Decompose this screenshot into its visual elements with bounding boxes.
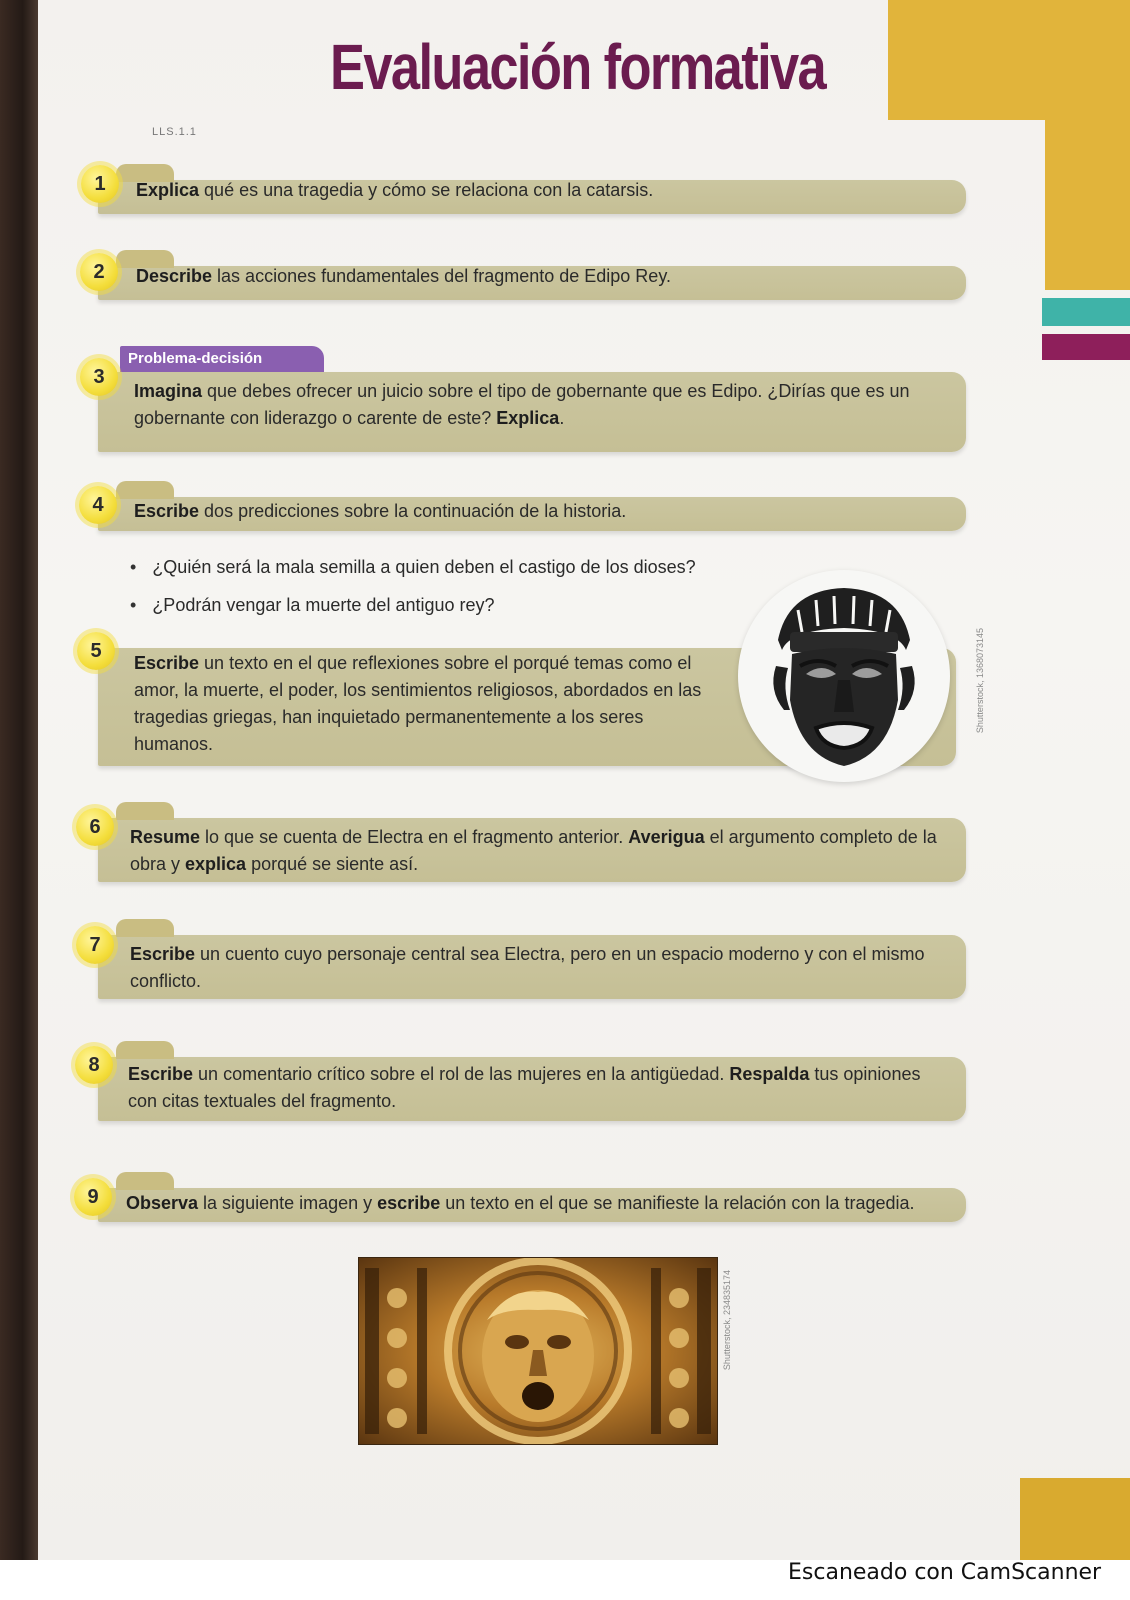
skill-code: LLS.1.1 (152, 126, 197, 138)
problem-decision-label: Problema-decisión (120, 346, 324, 372)
page-corner-decoration (1020, 1478, 1130, 1560)
question-body: qué es una tragedia y cómo se relaciona con la catarsis. (199, 180, 654, 200)
tragedy-mask-icon (738, 570, 950, 782)
question-verb: Escribe (134, 653, 200, 673)
question-number-9: 9 (74, 1178, 112, 1216)
side-decoration-teal (1042, 298, 1130, 326)
question-number-3: 3 (80, 358, 118, 396)
question-body: lo que se cuenta de Electra en el fragmento anterior. (200, 827, 629, 847)
question-body: porqué se siente así. (246, 854, 419, 874)
question-verb: Respalda (729, 1064, 810, 1084)
question-verb: explica (185, 854, 247, 874)
side-decoration-yellow (1045, 115, 1130, 290)
book-binding (0, 0, 38, 1560)
question-verb: Imagina (134, 381, 203, 401)
question-body: tus opiniones con citas textuales del fragmento. (128, 1064, 921, 1111)
question-verb: Averigua (628, 827, 705, 847)
page-title: Evaluación formativa (330, 31, 826, 103)
question-number-8: 8 (75, 1046, 113, 1084)
list-item: • ¿Podrán vengar la muerte del antiguo rey? (130, 586, 696, 624)
question-verb: Observa (126, 1193, 199, 1213)
question-number-7: 7 (76, 926, 114, 964)
side-decoration-magenta (1042, 334, 1130, 360)
question-number-2: 2 (80, 253, 118, 291)
question-verb: Explica (496, 408, 560, 428)
question-verb: Describe (136, 266, 213, 286)
question-number-5: 5 (77, 632, 115, 670)
question-text-2 (136, 263, 936, 290)
question-body: las acciones fundamentales del fragmento de Edipo Rey. (212, 266, 671, 286)
question-body: . (559, 408, 565, 428)
prediction-list (130, 548, 696, 624)
question-text-7 (130, 941, 950, 995)
corner-decoration (888, 0, 1130, 120)
question-body: la siguiente imagen y (198, 1193, 378, 1213)
question-verb: escribe (377, 1193, 441, 1213)
question-body: dos predicciones sobre la continuación de la historia. (199, 501, 627, 521)
question-verb: Explica (136, 180, 200, 200)
question-number-6: 6 (76, 808, 114, 846)
question-text-6 (130, 824, 950, 878)
question-body: un texto en el que se manifieste la relación con la tragedia. (440, 1193, 915, 1213)
question-text-5 (134, 650, 716, 758)
question-number-4: 4 (79, 486, 117, 524)
question-body: un cuento cuyo personaje central sea Electra, pero en un espacio moderno y con el mismo conflicto. (130, 944, 925, 991)
question-verb: Escribe (130, 944, 196, 964)
stone-mask-relief-icon (359, 1258, 717, 1444)
question-text-9 (126, 1190, 956, 1217)
question-text-1 (136, 177, 936, 204)
tragedy-mask-image (738, 570, 950, 782)
list-item: • ¿Quién será la mala semilla a quien deben el castigo de los dioses? (130, 548, 696, 586)
question-body: un texto en el que reflexiones sobre el porqué temas como el amor, la muerte, el poder, los sentimientos religiosos, abordados en las tragedias griegas, han inquietado permanentemente a los seres humanos. (134, 653, 702, 754)
mask-image-credit: Shutterstock, 1368073145 (975, 628, 985, 734)
question-text-4 (134, 498, 934, 525)
question-text-3 (134, 378, 934, 432)
question-body: un comentario crítico sobre el rol de las mujeres en la antigüedad. (193, 1064, 730, 1084)
question-number-1: 1 (81, 165, 119, 203)
question-body: que debes ofrecer un juicio sobre el tipo de gobernante que es Edipo. ¿Dirías que es un gobernante con liderazgo o carente de este? (134, 381, 910, 428)
question-text-8 (128, 1061, 948, 1115)
question-body: el argumento completo de la obra y (130, 827, 937, 874)
scanner-watermark: Escaneado con CamScanner (788, 1560, 1102, 1585)
question-verb: Escribe (128, 1064, 194, 1084)
question-verb: Resume (130, 827, 201, 847)
theater-mask-relief-photo (358, 1257, 718, 1445)
question-verb: Escribe (134, 501, 200, 521)
photo-credit: Shutterstock, 234835174 (722, 1270, 732, 1371)
